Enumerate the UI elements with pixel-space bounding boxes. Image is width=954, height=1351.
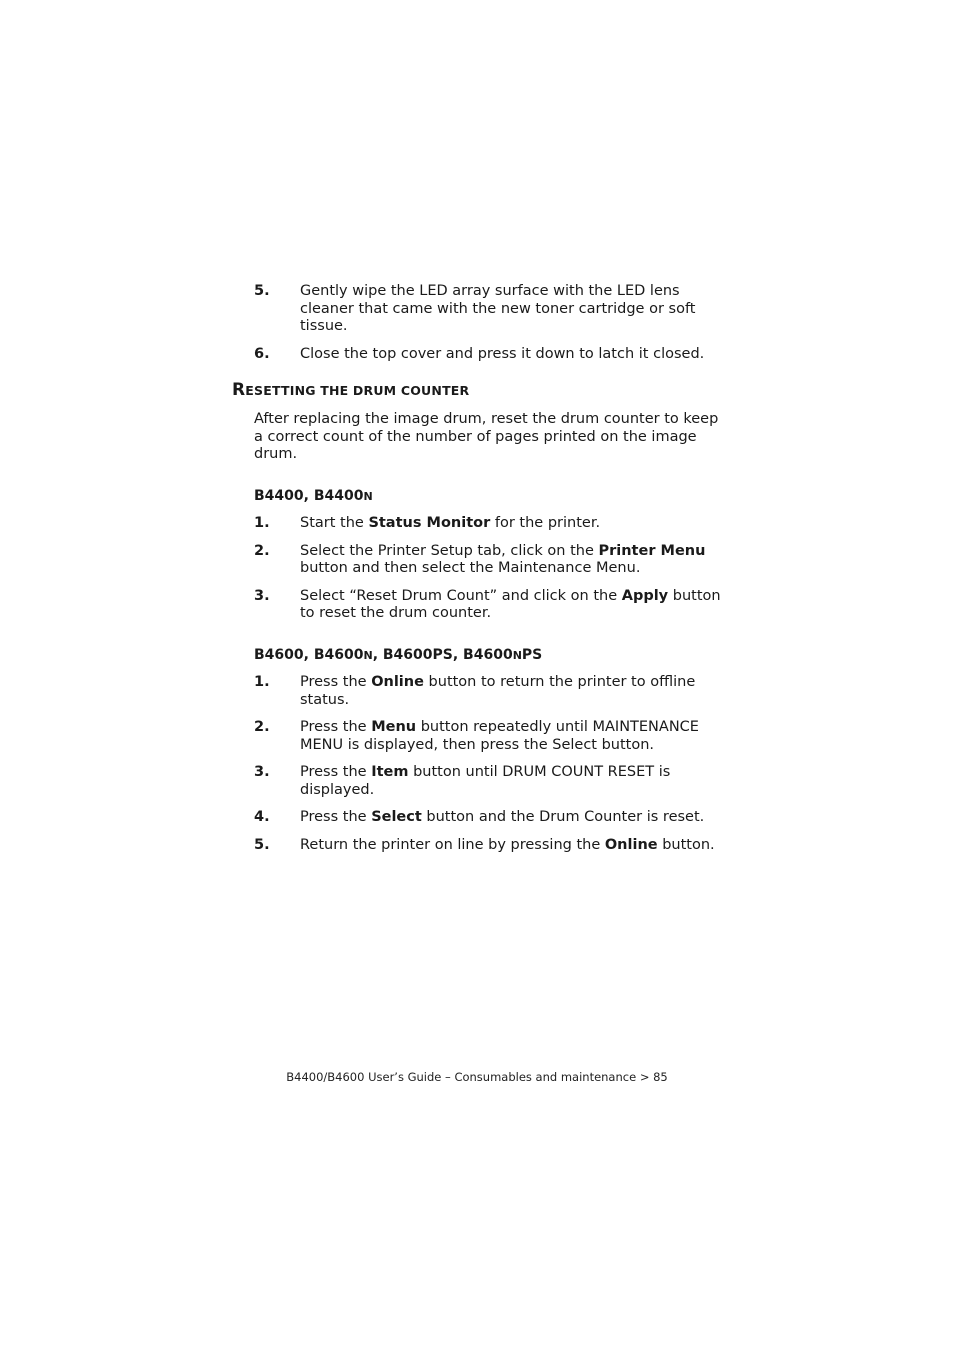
step-number: 5. (254, 283, 270, 299)
step-number: 3. (254, 764, 270, 780)
subsection-a-step (254, 588, 724, 623)
subsection-b-step (254, 674, 724, 709)
step-number: 3. (254, 587, 270, 604)
subsection-a-heading (254, 488, 373, 504)
step-text: Press the Item button until DRUM COUNT RESET is displayed. (300, 764, 671, 798)
step-number: 1. (254, 515, 270, 531)
subsection-a-step (254, 543, 724, 578)
step-number: 1. (254, 674, 270, 690)
subsection-b-step (254, 719, 724, 754)
step-emphasis: Printer Menu (598, 542, 706, 559)
step-text: Press the Select button and the Drum Counter is reset. (300, 809, 705, 825)
step-number: 4. (254, 809, 270, 825)
step-emphasis: Menu (371, 719, 417, 735)
step-number: 2. (254, 542, 270, 559)
step-text: Press the Menu button repeatedly until MAINTENANCE MENU is displayed, then press the Select button. (300, 719, 699, 753)
step-text: Select the Printer Setup tab, click on the Printer Menu button and then select the Maintenance Menu. (300, 542, 706, 576)
subsection-b-step (254, 764, 724, 799)
subsection-b-step-list (254, 674, 724, 864)
section-title-rest: ESETTING THE DRUM COUNTER (245, 383, 470, 398)
subsection-a-step-list (254, 515, 724, 633)
subsection-b-step (254, 809, 724, 827)
step-text: Start the Status Monitor for the printer. (300, 515, 601, 531)
step-emphasis: Apply (621, 587, 669, 604)
section-title (232, 380, 469, 400)
subsection-b-heading-part: N (512, 649, 522, 662)
top-step (254, 346, 724, 364)
step-text: Gently wipe the LED array surface with the LED lens cleaner that came with the new toner cartridge or soft tissue. (300, 283, 696, 334)
page-footer: B4400/B4600 User’s Guide – Consumables and maintenance > 85 (286, 1070, 668, 1084)
subsection-a-heading-suffix: N (363, 490, 373, 503)
step-emphasis: Online (604, 836, 658, 853)
step-emphasis: Online (371, 674, 424, 690)
subsection-b-step (254, 837, 724, 855)
step-number: 5. (254, 836, 270, 853)
top-step (254, 283, 724, 336)
step-text: Select “Reset Drum Count” and click on the Apply button to reset the drum counter. (300, 587, 721, 621)
step-emphasis: Select (371, 809, 422, 825)
step-emphasis: Status Monitor (368, 515, 491, 531)
section-title-initial: R (232, 380, 246, 400)
step-text: Close the top cover and press it down to latch it closed. (300, 345, 705, 362)
step-text: Press the Online button to return the printer to offline status. (300, 674, 696, 708)
step-number: 2. (254, 719, 270, 735)
subsection-b-heading-part: B4600, B4600 (254, 647, 364, 663)
step-text: Return the printer on line by pressing the Online button. (300, 836, 715, 853)
subsection-b-heading (254, 647, 542, 663)
section-intro: After replacing the image drum, reset the drum counter to keep a correct count of the number of pages printed on the image drum. (254, 411, 719, 462)
step-emphasis: Item (371, 764, 409, 780)
step-number: 6. (254, 345, 270, 362)
subsection-b-heading-part: , B4600PS, B4600 (372, 647, 513, 663)
subsection-b-heading-part: PS (521, 647, 543, 663)
subsection-a-step (254, 515, 724, 533)
top-step-list (254, 283, 724, 373)
subsection-b-heading-part: N (363, 649, 373, 662)
subsection-a-heading-main: B4400, B4400 (254, 488, 364, 504)
